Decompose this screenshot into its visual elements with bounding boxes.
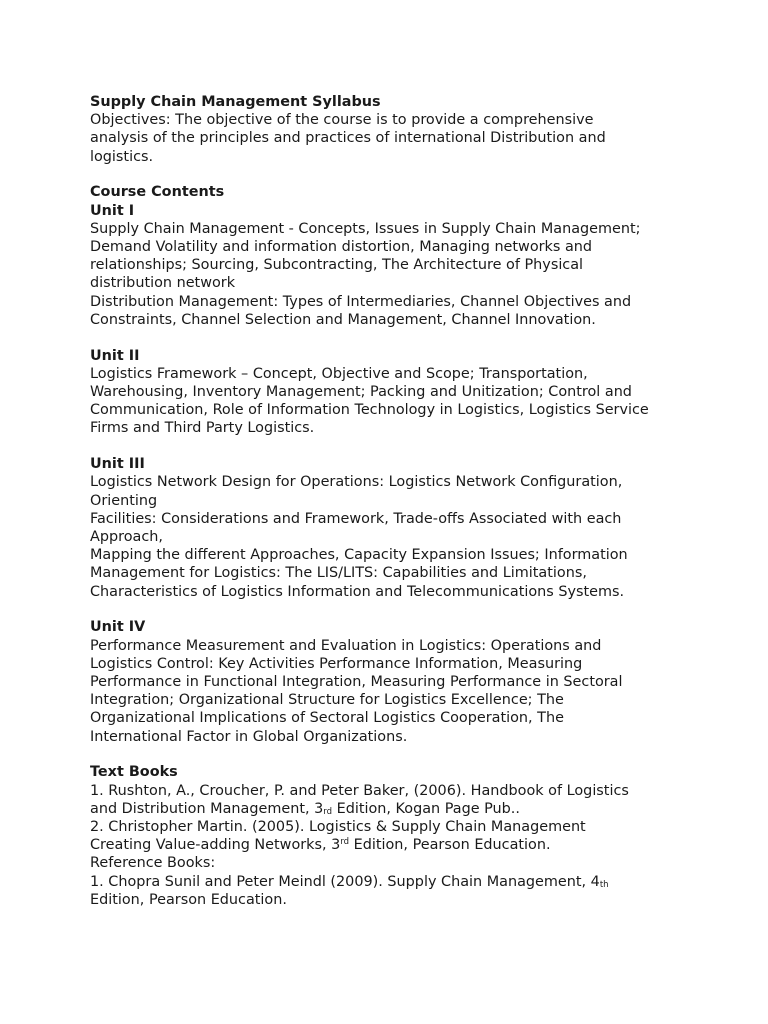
- reference-book-fragment: 1. Chopra Sunil and Peter Meindl (2009). Supply Chain Management, 4: [90, 873, 600, 890]
- unit-4-line: Integration; Organizational Structure for Logistics Excellence; The: [90, 692, 564, 709]
- unit-1-line: relationships; Sourcing, Subcontracting, The Architecture of Physical: [90, 257, 584, 274]
- unit-2-line: Communication, Role of Information Technology in Logistics, Logistics Service: [90, 402, 649, 419]
- unit-2-line: Logistics Framework – Concept, Objective and Scope; Transportation,: [90, 365, 588, 382]
- unit-3-line: Management for Logistics: The LIS/LITS: Capabilities and Limitations,: [90, 565, 587, 582]
- spacer: [90, 329, 690, 347]
- syllabus-document: [90, 93, 690, 909]
- unit-2-heading: Unit II: [90, 347, 140, 364]
- objectives-line: analysis of the principles and practices of international Distribution and: [90, 130, 606, 147]
- unit-1-heading: Unit I: [90, 202, 135, 219]
- spacer: [90, 438, 690, 456]
- unit-4-heading: Unit IV: [90, 619, 146, 636]
- unit-3-line: Orienting: [90, 492, 158, 509]
- text-book-fragment: and Distribution Management, 3: [90, 800, 324, 817]
- reference-book-line: Edition, Pearson Education.: [90, 891, 287, 908]
- spacer: [90, 601, 690, 619]
- unit-4-line: Performance in Functional Integration, Measuring Performance in Sectoral: [90, 674, 623, 691]
- ordinal-suffix: th: [599, 879, 609, 890]
- text-book-fragment: Creating Value-adding Networks, 3: [90, 837, 341, 854]
- spacer: [90, 746, 690, 764]
- reference-book-line: [90, 873, 690, 891]
- text-book-line: [90, 800, 690, 818]
- unit-3-line: Mapping the different Approaches, Capacity Expansion Issues; Information: [90, 547, 628, 564]
- unit-4-line: Logistics Control: Key Activities Performance Information, Measuring: [90, 655, 583, 672]
- text-book-fragment: Edition, Pearson Education.: [349, 837, 551, 854]
- ordinal-suffix: rd: [340, 837, 350, 848]
- unit-3-heading: Unit III: [90, 456, 145, 473]
- document-title: Supply Chain Management Syllabus: [90, 94, 381, 110]
- objectives-line: logistics.: [90, 148, 154, 165]
- text-book-line: 2. Christopher Martin. (2005). Logistics & Supply Chain Management: [90, 819, 586, 836]
- unit-4-line: Performance Measurement and Evaluation in Logistics: Operations and: [90, 637, 602, 654]
- unit-1-line: Distribution Management: Types of Intermediaries, Channel Objectives and: [90, 293, 632, 310]
- unit-1-line: Supply Chain Management - Concepts, Issues in Supply Chain Management;: [90, 220, 641, 237]
- unit-1-line: Demand Volatility and information distortion, Managing networks and: [90, 239, 593, 256]
- reference-books-heading: Reference Books:: [90, 855, 216, 872]
- unit-3-line: Characteristics of Logistics Information and Telecommunications Systems.: [90, 583, 625, 600]
- unit-2-line: Firms and Third Party Logistics.: [90, 420, 315, 437]
- unit-3-line: Approach,: [90, 529, 163, 546]
- unit-4-line: International Factor in Global Organizations.: [90, 728, 408, 745]
- text-book-fragment: Edition, Kogan Page Pub..: [332, 800, 520, 817]
- unit-3-line: Logistics Network Design for Operations: Logistics Network Configuration,: [90, 474, 623, 491]
- objectives-line: Objectives: The objective of the course is to provide a comprehensive: [90, 112, 594, 129]
- course-contents-heading: Course Contents: [90, 184, 225, 201]
- unit-1-line: Constraints, Channel Selection and Management, Channel Innovation.: [90, 311, 596, 328]
- text-books-heading: Text Books: [90, 764, 178, 781]
- text-book-line: [90, 836, 690, 854]
- unit-1-line: distribution network: [90, 275, 236, 292]
- spacer: [90, 166, 690, 184]
- unit-4-line: Organizational Implications of Sectoral Logistics Cooperation, The: [90, 710, 564, 727]
- unit-2-line: Warehousing, Inventory Management; Packing and Unitization; Control and: [90, 384, 632, 401]
- unit-3-line: Facilities: Considerations and Framework, Trade-offs Associated with each: [90, 510, 622, 527]
- text-book-line: 1. Rushton, A., Croucher, P. and Peter Baker, (2006). Handbook of Logistics: [90, 782, 629, 799]
- ordinal-suffix: rd: [323, 806, 333, 817]
